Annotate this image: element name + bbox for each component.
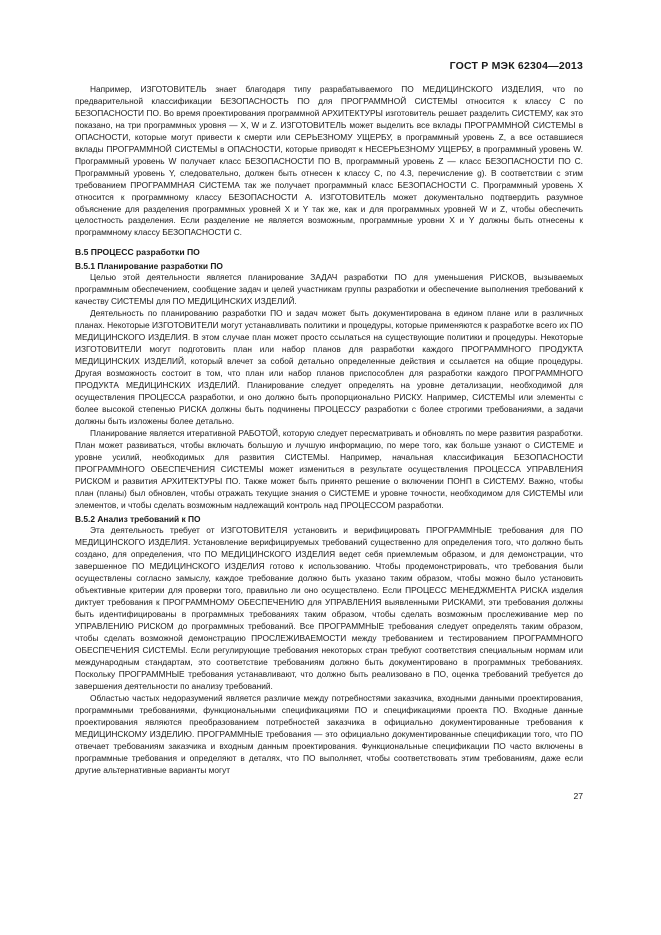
section-heading-b5: В.5 ПРОЦЕСС разработки ПО (75, 247, 200, 258)
paragraph: Планирование является итеративной РАБОТОЙ, которую следует пересматривать и обновлять по мере развития разработки. План может развиваться, чтобы включать большую и лучшую информацию, по мере того, как больше узнают о СИСТЕМЕ и уровне усилий, необходимых для развития СИСТЕМЫ. Например, начальная классификация БЕЗОПАСНОСТИ ПРОГРАММНОГО ОБЕСПЕЧЕНИЯ СИСТЕМЫ может измениться в результате осуществления ПРОЦЕССА УПРАВЛЕНИЯ РИСКОМ и развития АРХИТЕКТУРЫ ПО. Также может быть принято решение о включении ПОНП в СИСТЕМУ. Важно, чтобы план (планы) был обновлен, чтобы отражать текущие знания о СИСТЕМЕ и уровне точности, необходимом для СИСТЕМЫ или элементов, и чтобы сделать возможным надлежащий контроль над ПРОЦЕССОМ разработки. (75, 427, 583, 510)
paragraph: Целью этой деятельности является планирование ЗАДАЧ разработки ПО для уменьшения РИСКОВ, вызываемых программным обеспечением, сообщение задач и целей участникам группы разработки и обеспечение выполнения требований к качеству СИСТЕМЫ для ПО МЕДИЦИНСКИХ ИЗДЕЛИЙ. (75, 272, 583, 307)
paragraph: Деятельность по планированию разработки ПО и задач может быть документирована в едином плане или в различных планах. Некоторые ИЗГОТОВИТЕЛИ могут устанавливать политики и процедуры, которые применяются к разработке всего их ПО МЕДИЦИНСКОГО ИЗДЕЛИЯ. В этом случае план может просто ссылаться на существующие политики и процедуры. Некоторые ИЗГОТОВИТЕЛИ могут подготовить план или набор планов для разработки каждого ПРОГРАММНОГО ПРОДУКТА МЕДИЦИНСКИХ ИЗДЕЛИЙ, который влечет за собой детально определенные действия и ссылается на общие процедуры. Другая возможность состоит в том, что план или набор планов приспособлен для разработки каждого ПРОГРАММНОГО ПРОДУКТА МЕДИЦИНСКИХ ИЗДЕЛИЙ. Планирование следует определять на уровне детализации, необходимой для осуществления ПРОЦЕССА разработки, и оно должно быть пропорционально РИСКУ. Например, СИСТЕМЫ или элементы с более высокой степенью РИСКА должны быть подчинены ПРОЦЕССУ разработки с более строгими требованиями, а задачи должны быть изложены более детально. (75, 308, 583, 426)
page-content (75, 84, 583, 776)
standard-header: ГОСТ Р МЭК 62304—2013 (449, 60, 583, 72)
section-heading-b52: В.5.2 Анализ требований к ПО (75, 514, 201, 525)
paragraph: Областью частых недоразумений является различие между потребностями заказчика, входными данными проектирования, программными требованиями, функциональными спецификациями ПО и спецификациями проекта ПО. Входные данные проектирования являются преобразованием потребностей заказчика в официально документированные требования к МЕДИЦИНСКОМУ ИЗДЕЛИЮ. ПРОГРАММНЫЕ требования — это официально документированные спецификации того, что ПО отвечает требованиям заказчика и входным данным проектирования. Функциональные спецификации ПО часто включены в программные требования и определяют в деталях, что ПО выполняет, чтобы соответствовать этим требованиям, даже если другие альтернативные варианты могут (75, 692, 583, 775)
intro-paragraph: Например, ИЗГОТОВИТЕЛЬ знает благодаря типу разрабатываемого ПО МЕДИЦИНСКОГО ИЗДЕЛИЯ, что по предварительной классификации БЕЗОПАСНОСТЬ ПО для ПРОГРАММНОЙ СИСТЕМЫ относится к классу C по БЕЗОПАСНОСТИ ПО. Во время проектирования программной АРХИТЕКТУРЫ изготовитель решает разделить СИСТЕМУ, как это показано, на три программных уровня — X, W и Z. ИЗГОТОВИТЕЛЬ может выделить все вклады ПРОГРАММНОЙ СИСТЕМЫ в ОПАСНОСТИ, которые могут привести к смерти или СЕРЬЕЗНОМУ УЩЕРБУ, в программный уровень Z, а все оставшиеся вклады ПРОГРАММНОЙ СИСТЕМЫ в ОПАСНОСТИ, которые приводят к НЕСЕРЬЕЗНОМУ УЩЕРБУ, в программный уровень W. Программный уровень W получает класс БЕЗОПАСНОСТИ ПО B, программный уровень Z — класс БЕЗОПАСНОСТИ ПО C. Программный уровень Y, следовательно, должен быть отнесен к классу C, по 4.3, перечисление g). В соответствии с этим требованием ПРОГРАММНАЯ СИСТЕМА так же получает программный класс БЕЗОПАСНОСТИ C. Программный уровень X относится к программному классу БЕЗОПАСНОСТИ A. ИЗГОТОВИТЕЛЬ может документально подтвердить разумное объяснение для разделения программных уровней X и Y так же, как и для программных уровней W и Z, чтобы обеспечить целостность разделения. Если разделение не является возможным, программные уровни X и Y должны быть отнесены к программному классу БЕЗОПАСНОСТИ C. (75, 84, 583, 238)
section-heading-b51: В.5.1 Планирование разработки ПО (75, 261, 223, 272)
paragraph: Эта деятельность требует от ИЗГОТОВИТЕЛЯ установить и верифицировать ПРОГРАММНЫЕ требования для ПО МЕДИЦИНСКОГО ИЗДЕЛИЯ. Установление верифицируемых требований существенно для определения того, что должно быть создано, для определения, что ПО МЕДИЦИНСКОГО ИЗДЕЛИЯ ведет себя приемлемым образом, и для демонстрации, что завершенное ПО МЕДИЦИНСКОГО ИЗДЕЛИЯ готово к использованию. Чтобы продемонстрировать, что требования были осуществлены согласно замыслу, каждое требование должно быть указано таким образом, чтобы можно было установить объективные критерии для проверки того, правильно ли оно осуществлено. Если ПРОЦЕСС МЕНЕДЖМЕНТА РИСКА изделия диктует требования к ПРОГРАММНОМУ ОБЕСПЕЧЕНИЮ для УПРАВЛЕНИЯ выявленными РИСКАМИ, эти требования должны быть идентифицированы в программных требованиях таким образом, чтобы сделать возможным прослеживание мер по УПРАВЛЕНИЮ РИСКОМ до программных требований. Все ПРОГРАММНЫЕ требования следует определять таким образом, чтобы сделать возможной демонстрацию ПРОСЛЕЖИВАЕМОСТИ между требованием и тестированием ПРОГРАММНОГО ОБЕСПЕЧЕНИЯ СИСТЕМЫ. Если регулирующие требования некоторых стран требуют соответствия специальным нормам или международным стандартам, это соответствие требованиям должно быть документировано в программных требованиях. Поскольку ПРОГРАММНЫЕ требования устанавливают, что должно быть реализовано в ПО, оценка требований требуется до завершения деятельности по анализу требований. (75, 525, 583, 691)
page-number: 27 (573, 791, 583, 801)
